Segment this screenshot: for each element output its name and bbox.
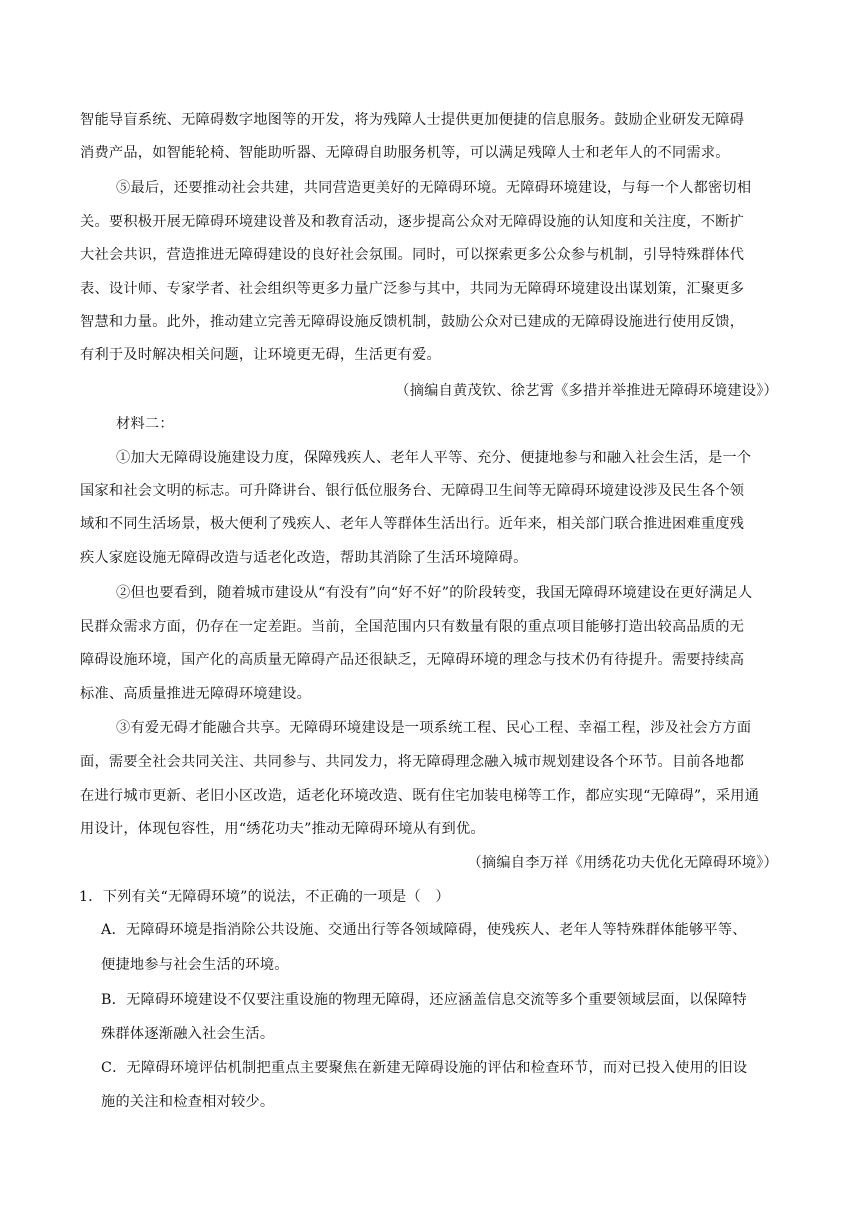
- option-c-continued: 施的关注和检查相对较少。: [101, 1094, 275, 1110]
- paragraph-line: 民群众需求方面，仍存在一定差距。当前，全国范围内只有数量有限的重点项目能够打造出较高品质的无: [80, 619, 745, 635]
- paragraph-line: 障碍设施环境，国产化的高质量无障碍产品还很缺乏，无障碍环境的理念与技术仍有待提升。需要持续高: [80, 652, 745, 668]
- option-c: C．无障碍环境评估机制把重点主要聚焦在新建无障碍设施的评估和检查环节，而对已投入使用的旧设: [101, 1060, 748, 1076]
- paragraph-line: 智能导盲系统、无障碍数字地图等的开发，将为残障人士提供更加便捷的信息服务。鼓励企业研发无障碍: [80, 112, 745, 128]
- paragraph-line: 智慧和力量。此外，推动建立完善无障碍设施反馈机制，鼓励公众对已建成的无障碍设施进行使用反馈，: [80, 314, 745, 330]
- paragraph-line: 域和不同生活场景，极大便利了残疾人、老年人等群体生活出行。近年来，相关部门联合推进困难重度残: [80, 516, 745, 532]
- paragraph-line: 表、设计师、专家学者、社会组织等更多力量广泛参与其中，共同为无障碍环境建设出谋划策，汇聚更多: [80, 281, 745, 297]
- paragraph-line: ⑤最后，还要推动社会共建，共同营造更美好的无障碍环境。无障碍环境建设，与每一个人都密切相: [116, 180, 752, 196]
- paragraph-line: ③有爱无碍才能融合共享。无障碍环境建设是一项系统工程、民心工程、幸福工程，涉及社会方方面: [116, 720, 752, 736]
- paragraph-line: 疾人家庭设施无障碍改造与适老化改造，帮助其消除了生活环境障碍。: [80, 550, 528, 566]
- paragraph-line: 大社会共识，营造推进无障碍建设的良好社会氛围。同时，可以探索更多公众参与机制，引导特殊群体代: [80, 247, 745, 263]
- option-b: B．无障碍环境建设不仅要注重设施的物理无障碍，还应涵盖信息交流等多个重要领域层面，以保障特: [101, 992, 747, 1008]
- option-a-continued: 便捷地参与社会生活的环境。: [101, 957, 289, 973]
- paragraph-line: 用设计，体现包容性，用“绣花功夫”推动无障碍环境从有到优。: [80, 821, 485, 837]
- paragraph-line: 关。要积极开展无障碍环境建设普及和教育活动，逐步提高公众对无障碍设施的认知度和关注度，不断扩: [80, 214, 745, 230]
- paragraph-line: 国家和社会文明的标志。可升降讲台、银行低位服务台、无障碍卫生间等无障碍环境建设涉及民生各个领: [80, 483, 745, 499]
- option-b-continued: 殊群体逐渐融入社会生活。: [101, 1026, 275, 1042]
- paragraph-line: 标准、高质量推进无障碍环境建设。: [80, 686, 312, 702]
- source-citation: （摘编自黄茂钦、徐艺霄《多措并举推进无障碍环境建设》）: [395, 383, 778, 399]
- section-heading: 材料二：: [116, 416, 174, 432]
- paragraph-line: ①加大无障碍设施建设力度，保障残疾人、老年人平等、充分、便捷地参与和融入社会生活，是一个: [116, 450, 752, 466]
- source-citation: （摘编自李万祥《用绣花功夫优化无障碍环境》）: [467, 855, 778, 871]
- paragraph-line: ②但也要看到，随着城市建设从“有没有”向“好不好”的阶段转变，我国无障碍环境建设在更好满足人: [116, 585, 753, 601]
- paragraph-line: 面，需要全社会共同关注、共同参与、共同发力，将无障碍理念融入城市规划建设各个环节。目前各地都: [80, 754, 745, 770]
- option-a: A．无障碍环境是指消除公共设施、交通出行等各领域障碍，使残疾人、老年人等特殊群体能够平等、: [101, 922, 747, 938]
- paragraph-line: 消费产品，如智能轮椅、智能助听器、无障碍自助服务机等，可以满足残障人士和老年人的不同需求。: [80, 145, 730, 161]
- paragraph-line: 有利于及时解决相关问题，让环境更无碍，生活更有爱。: [80, 347, 441, 363]
- question-stem: 1．下列有关“无障碍环境”的说法，不正确的一项是（ ）: [79, 889, 450, 905]
- paragraph-line: 在进行城市更新、老旧小区改造，适老化环境改造、既有住宅加装电梯等工作，都应实现“无障碍”，采用通: [80, 788, 760, 804]
